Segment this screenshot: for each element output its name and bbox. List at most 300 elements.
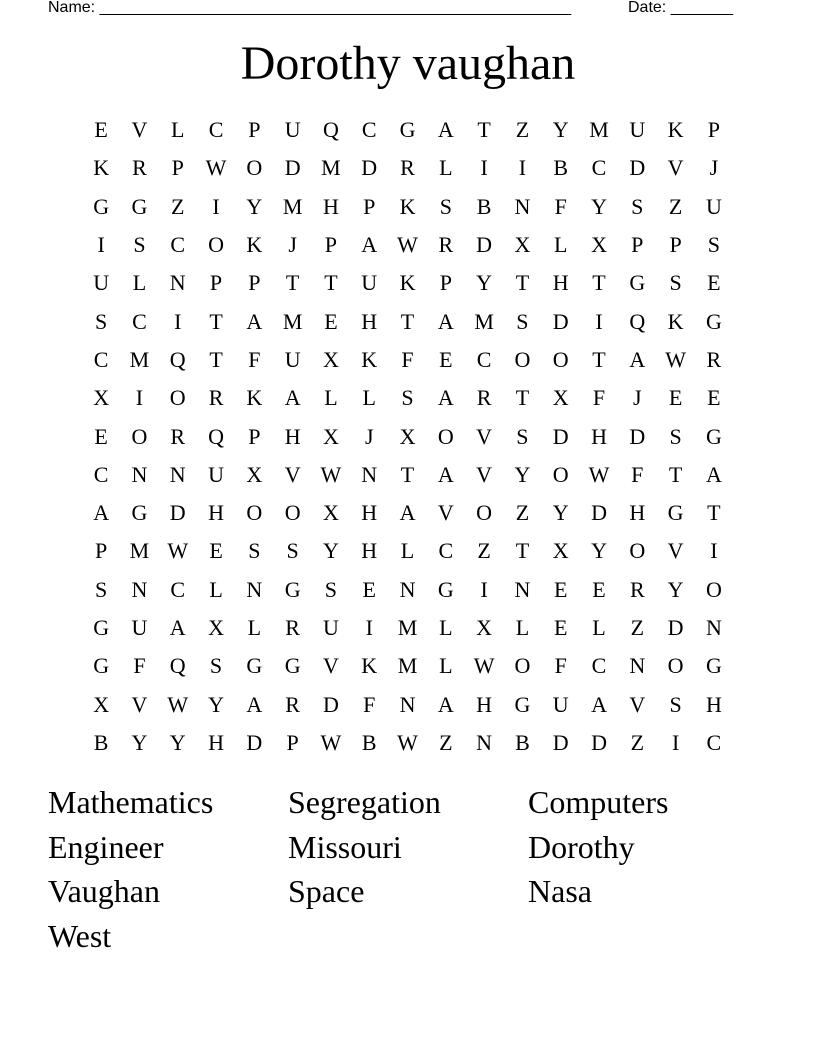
grid-letter: O bbox=[629, 538, 646, 564]
grid-letter: Q bbox=[169, 653, 186, 679]
grid-letter: H bbox=[361, 538, 378, 564]
grid-letter: U bbox=[284, 346, 301, 372]
grid-letter: T bbox=[592, 346, 606, 372]
grid-letter: X bbox=[552, 385, 569, 411]
grid-letter: A bbox=[169, 615, 186, 640]
grid-letter: D bbox=[284, 155, 301, 181]
grid-letter: G bbox=[629, 270, 646, 296]
grid-letter: K bbox=[399, 270, 416, 296]
grid-letter: D bbox=[629, 423, 646, 449]
grid-letter: R bbox=[476, 385, 492, 411]
grid-letter: P bbox=[171, 155, 184, 181]
grid-letter: A bbox=[629, 346, 646, 372]
grid-letter: A bbox=[361, 232, 378, 258]
grid-letter: N bbox=[399, 576, 416, 602]
grid-letter: M bbox=[589, 117, 609, 143]
grid-letter: K bbox=[667, 117, 684, 143]
grid-letter: E bbox=[592, 576, 606, 602]
grid-letter: P bbox=[707, 117, 721, 143]
grid-letter: T bbox=[592, 270, 606, 296]
grid-letter: O bbox=[514, 346, 531, 372]
grid-letter: W bbox=[320, 729, 342, 755]
grid-letter: D bbox=[322, 691, 339, 717]
grid-letter: W bbox=[320, 461, 342, 487]
grid-letter: C bbox=[438, 538, 454, 564]
grid-letter: I bbox=[518, 155, 527, 181]
grid-letter: A bbox=[591, 691, 607, 717]
grid-letter: I bbox=[710, 538, 718, 564]
grid-letter: C bbox=[208, 117, 224, 143]
grid-letter: U bbox=[284, 117, 301, 143]
grid-letter: H bbox=[705, 691, 722, 717]
word-list-item: Segregation bbox=[288, 784, 441, 820]
grid-letter: H bbox=[629, 500, 646, 526]
grid-letter: P bbox=[363, 193, 376, 219]
grid-letter: A bbox=[705, 461, 722, 487]
grid-letter: G bbox=[131, 193, 148, 219]
grid-letter: P bbox=[248, 117, 261, 143]
grid-letter: P bbox=[248, 423, 261, 449]
grid-letter: G bbox=[705, 653, 722, 679]
grid-letter: V bbox=[131, 691, 148, 717]
word-list-item: Vaughan bbox=[48, 873, 160, 910]
grid-letter: L bbox=[400, 538, 415, 564]
grid-letter: A bbox=[284, 385, 301, 411]
grid-letter: O bbox=[437, 423, 454, 449]
grid-letter: X bbox=[399, 423, 416, 449]
grid-letter: G bbox=[93, 653, 110, 679]
grid-letter: V bbox=[322, 653, 339, 679]
grid-letter: P bbox=[439, 270, 452, 296]
grid-letter: G bbox=[284, 576, 301, 602]
grid-letter: M bbox=[129, 346, 150, 372]
grid-letter: Y bbox=[322, 538, 339, 564]
grid-letter: E bbox=[707, 270, 721, 296]
grid-letter: P bbox=[248, 270, 261, 296]
grid-letter: H bbox=[476, 691, 493, 717]
grid-letter: E bbox=[362, 576, 376, 602]
grid-letter: S bbox=[669, 691, 682, 717]
grid-letter: S bbox=[516, 423, 529, 449]
grid-letter: S bbox=[401, 385, 414, 411]
grid-letter: O bbox=[246, 155, 263, 181]
grid-letter: P bbox=[209, 270, 223, 296]
grid-letter: X bbox=[246, 461, 263, 487]
grid-letter: Z bbox=[630, 615, 645, 640]
grid-letter: C bbox=[591, 653, 607, 679]
grid-letter: P bbox=[95, 538, 108, 564]
grid-letter: S bbox=[248, 538, 261, 564]
grid-letter: O bbox=[552, 346, 569, 372]
grid-letter: X bbox=[322, 346, 339, 372]
grid-letter: B bbox=[476, 193, 492, 219]
grid-letter: H bbox=[552, 270, 569, 296]
grid-letter: K bbox=[399, 193, 416, 219]
grid-letter: F bbox=[401, 346, 414, 372]
grid-letter: E bbox=[94, 423, 108, 449]
grid-letter: M bbox=[282, 308, 303, 334]
grid-letter: S bbox=[209, 653, 223, 679]
grid-letter: G bbox=[705, 308, 722, 334]
grid-letter: F bbox=[592, 385, 606, 411]
grid-letter: O bbox=[514, 653, 531, 679]
grid-letter: R bbox=[170, 423, 186, 449]
page-title: Dorothy vaughan bbox=[240, 37, 576, 90]
grid-letter: X bbox=[93, 385, 110, 411]
grid-letter: Y bbox=[131, 729, 148, 755]
grid-letter: M bbox=[397, 615, 418, 640]
grid-letter: X bbox=[514, 232, 531, 258]
grid-letter: U bbox=[208, 461, 224, 487]
grid-letter: T bbox=[400, 308, 415, 334]
grid-letter: O bbox=[705, 576, 722, 602]
grid-letter: D bbox=[476, 232, 493, 258]
grid-letter: D bbox=[246, 729, 263, 755]
grid-letter: D bbox=[552, 423, 569, 449]
grid-letter: R bbox=[400, 155, 415, 181]
grid-letter: H bbox=[208, 729, 224, 755]
grid-letter: C bbox=[476, 346, 492, 372]
grid-letter: A bbox=[399, 500, 416, 526]
grid-letter: G bbox=[667, 500, 684, 526]
grid-letter: S bbox=[669, 270, 682, 296]
grid-letter: S bbox=[707, 232, 721, 258]
grid-letter: I bbox=[97, 232, 105, 258]
grid-letter: P bbox=[286, 729, 299, 755]
grid-letter: W bbox=[205, 155, 227, 181]
grid-letter: P bbox=[669, 232, 682, 258]
grid-letter: K bbox=[667, 308, 684, 334]
grid-letter: N bbox=[131, 576, 148, 602]
grid-letter: B bbox=[361, 729, 377, 755]
grid-letter: O bbox=[284, 500, 301, 526]
grid-letter: C bbox=[132, 308, 147, 334]
grid-letter: Z bbox=[630, 729, 645, 755]
grid-letter: R bbox=[629, 576, 645, 602]
name-field-label: Name: _____________________________________________________ bbox=[48, 0, 572, 16]
grid-letter: I bbox=[365, 615, 373, 640]
grid-letter: E bbox=[707, 385, 721, 411]
grid-letter: U bbox=[322, 615, 339, 640]
grid-letter: X bbox=[93, 691, 110, 717]
grid-letter: Y bbox=[552, 117, 569, 143]
grid-letter: Y bbox=[591, 538, 607, 564]
grid-letter: S bbox=[95, 576, 108, 602]
grid-letter: N bbox=[399, 691, 416, 717]
grid-letter: X bbox=[552, 538, 569, 564]
grid-letter: D bbox=[591, 500, 607, 526]
grid-letter: E bbox=[668, 385, 683, 411]
grid-letter: Q bbox=[629, 308, 646, 334]
grid-letter: Q bbox=[322, 117, 339, 143]
grid-letter: W bbox=[473, 653, 495, 679]
grid-letter: K bbox=[246, 385, 263, 411]
grid-letter: H bbox=[322, 193, 339, 219]
grid-letter: D bbox=[361, 155, 378, 181]
grid-letter: D bbox=[552, 729, 569, 755]
grid-letter: G bbox=[437, 576, 454, 602]
grid-letter: T bbox=[515, 538, 530, 564]
grid-letter: G bbox=[705, 423, 722, 449]
grid-letter: A bbox=[93, 500, 110, 526]
grid-letter: U bbox=[705, 193, 722, 219]
grid-letter: O bbox=[131, 423, 148, 449]
grid-letter: E bbox=[553, 615, 568, 640]
grid-letter: Y bbox=[476, 270, 493, 296]
grid-letter: M bbox=[282, 193, 303, 219]
grid-letter: U bbox=[131, 615, 148, 640]
word-list-item: Nasa bbox=[528, 873, 592, 910]
grid-letter: T bbox=[324, 270, 338, 296]
grid-letter: M bbox=[321, 155, 341, 181]
grid-letter: Y bbox=[514, 461, 531, 487]
grid-letter: D bbox=[591, 729, 607, 755]
grid-letter: U bbox=[552, 691, 569, 717]
grid-letter: W bbox=[397, 232, 418, 258]
grid-letter: Y bbox=[667, 576, 684, 602]
grid-letter: S bbox=[133, 232, 146, 258]
grid-letter: N bbox=[131, 461, 148, 487]
grid-letter: R bbox=[285, 615, 300, 640]
grid-letter: U bbox=[361, 270, 378, 296]
grid-letter: Q bbox=[208, 423, 224, 449]
grid-letter: T bbox=[477, 117, 491, 143]
grid-letter: O bbox=[208, 232, 224, 258]
grid-letter: W bbox=[397, 729, 418, 755]
grid-letter: K bbox=[93, 155, 110, 181]
grid-letter: K bbox=[361, 346, 378, 372]
grid-letter: Z bbox=[439, 729, 453, 755]
grid-letter: L bbox=[132, 270, 147, 296]
grid-letter: G bbox=[246, 653, 263, 679]
grid-letter: T bbox=[400, 461, 415, 487]
grid-letter: G bbox=[514, 691, 531, 717]
word-list bbox=[48, 780, 768, 958]
grid-letter: E bbox=[209, 538, 223, 564]
grid-letter: U bbox=[629, 117, 646, 143]
grid-letter: C bbox=[706, 729, 722, 755]
grid-letter: Z bbox=[515, 500, 530, 526]
grid-letter: C bbox=[361, 117, 377, 143]
grid-letter: V bbox=[667, 155, 684, 181]
grid-letter: P bbox=[631, 232, 644, 258]
grid-letter: S bbox=[516, 308, 529, 334]
grid-letter: V bbox=[131, 117, 148, 143]
grid-letter: C bbox=[591, 155, 607, 181]
grid-letter: N bbox=[169, 461, 186, 487]
grid-letter: S bbox=[439, 193, 452, 219]
grid-letter: G bbox=[93, 615, 110, 640]
grid-letter: V bbox=[629, 691, 646, 717]
grid-letter: F bbox=[554, 193, 567, 219]
grid-letter: T bbox=[668, 461, 683, 487]
grid-letter: J bbox=[288, 232, 297, 258]
grid-letter: L bbox=[171, 117, 185, 143]
grid-letter: I bbox=[174, 308, 182, 334]
grid-letter: G bbox=[131, 500, 148, 526]
grid-letter: D bbox=[667, 615, 684, 640]
grid-letter: T bbox=[515, 385, 530, 411]
grid-letter: Z bbox=[515, 117, 530, 143]
grid-letter: O bbox=[476, 500, 493, 526]
grid-letter: Z bbox=[171, 193, 185, 219]
word-list-item: Mathematics bbox=[48, 784, 214, 820]
grid-letter: N bbox=[514, 576, 531, 602]
grid-letter: R bbox=[132, 155, 147, 181]
grid-letter: I bbox=[135, 385, 144, 411]
date-field-label: Date: _______ bbox=[628, 0, 733, 16]
grid-letter: R bbox=[285, 691, 300, 717]
grid-letter: J bbox=[709, 155, 719, 181]
grid-letter: R bbox=[438, 232, 454, 258]
grid-letter: A bbox=[246, 691, 263, 717]
grid-letter: G bbox=[399, 117, 416, 143]
grid-letter: X bbox=[591, 232, 607, 258]
grid-letter: T bbox=[209, 346, 223, 372]
grid-letter: G bbox=[284, 653, 301, 679]
grid-letter: H bbox=[361, 500, 378, 526]
grid-letter: A bbox=[437, 461, 454, 487]
grid-letter: N bbox=[629, 653, 646, 679]
grid-letter: Q bbox=[169, 346, 186, 372]
grid-letter: S bbox=[669, 423, 682, 449]
word-list-item: West bbox=[48, 917, 112, 954]
grid-letter: O bbox=[169, 385, 186, 411]
grid-letter: A bbox=[437, 385, 454, 411]
grid-letter: T bbox=[515, 270, 530, 296]
grid-letter: G bbox=[93, 193, 110, 219]
grid-letter: Z bbox=[477, 538, 491, 564]
grid-letter: S bbox=[95, 308, 108, 334]
grid-letter: C bbox=[170, 232, 186, 258]
grid-letter: L bbox=[209, 576, 223, 602]
grid-letter: W bbox=[588, 461, 610, 487]
grid-letter: X bbox=[322, 423, 339, 449]
grid-letter: M bbox=[474, 308, 494, 334]
grid-letter: F bbox=[248, 346, 261, 372]
grid-letter: B bbox=[515, 729, 530, 755]
grid-letter: E bbox=[553, 576, 568, 602]
grid-letter: H bbox=[284, 423, 301, 449]
grid-letter: L bbox=[553, 232, 568, 258]
grid-letter: F bbox=[554, 653, 567, 679]
grid-letter: J bbox=[633, 385, 642, 411]
grid-letter: W bbox=[167, 691, 189, 717]
grid-letter: S bbox=[324, 576, 338, 602]
grid-letter: L bbox=[247, 615, 262, 640]
grid-letter: I bbox=[595, 308, 603, 334]
grid-letter: E bbox=[439, 346, 453, 372]
grid-letter: A bbox=[437, 117, 454, 143]
grid-letter: A bbox=[437, 691, 454, 717]
grid-letter: Y bbox=[552, 500, 569, 526]
grid-letter: D bbox=[169, 500, 186, 526]
grid-letter: V bbox=[284, 461, 301, 487]
grid-letter: L bbox=[592, 615, 606, 640]
grid-letter: R bbox=[208, 385, 224, 411]
grid-letter: L bbox=[439, 615, 453, 640]
grid-letter: D bbox=[552, 308, 569, 334]
grid-letter: N bbox=[705, 615, 722, 640]
grid-letter: N bbox=[169, 270, 186, 296]
letter-grid bbox=[82, 111, 733, 762]
word-list-item: Computers bbox=[528, 784, 669, 820]
grid-letter: D bbox=[629, 155, 646, 181]
grid-letter: E bbox=[324, 308, 338, 334]
grid-letter: W bbox=[167, 538, 189, 564]
grid-letter: X bbox=[476, 615, 493, 640]
grid-letter: X bbox=[322, 500, 339, 526]
word-list-item: Space bbox=[288, 873, 365, 910]
grid-letter: C bbox=[93, 346, 109, 372]
grid-letter: U bbox=[93, 270, 110, 296]
grid-letter: B bbox=[553, 155, 569, 181]
grid-letter: I bbox=[480, 155, 488, 181]
grid-letter: C bbox=[170, 576, 186, 602]
grid-letter: N bbox=[476, 729, 493, 755]
grid-letter: L bbox=[515, 615, 530, 640]
grid-letter: H bbox=[208, 500, 224, 526]
grid-letter: F bbox=[631, 461, 644, 487]
grid-letter: E bbox=[94, 117, 108, 143]
word-list-item: Engineer bbox=[48, 828, 164, 865]
grid-letter: O bbox=[667, 653, 684, 679]
grid-letter: I bbox=[671, 729, 680, 755]
grid-letter: N bbox=[514, 193, 531, 219]
grid-letter: O bbox=[246, 500, 263, 526]
word-list-item: Dorothy bbox=[528, 828, 635, 865]
grid-letter: Z bbox=[668, 193, 683, 219]
grid-letter: C bbox=[93, 461, 109, 487]
grid-letter: K bbox=[246, 232, 263, 258]
grid-letter: S bbox=[631, 193, 644, 219]
header-line bbox=[48, 0, 748, 19]
grid-letter: I bbox=[212, 193, 220, 219]
grid-letter: S bbox=[286, 538, 299, 564]
grid-letter: N bbox=[361, 461, 378, 487]
word-list-item: Missouri bbox=[288, 828, 402, 865]
grid-letter: H bbox=[361, 308, 378, 334]
grid-letter: L bbox=[439, 155, 453, 181]
grid-letter: F bbox=[363, 691, 376, 717]
grid-letter: N bbox=[246, 576, 263, 602]
grid-letter: Y bbox=[169, 729, 186, 755]
grid-letter: P bbox=[324, 232, 338, 258]
grid-letter: R bbox=[706, 346, 722, 372]
grid-letter: Y bbox=[246, 193, 263, 219]
grid-letter: V bbox=[667, 538, 684, 564]
grid-letter: V bbox=[437, 500, 454, 526]
grid-letter: W bbox=[665, 346, 686, 372]
grid-letter: T bbox=[209, 308, 223, 334]
grid-letter: A bbox=[246, 308, 263, 334]
grid-letter: T bbox=[707, 500, 721, 526]
grid-letter: T bbox=[285, 270, 300, 296]
grid-letter: L bbox=[324, 385, 338, 411]
grid-letter: F bbox=[133, 653, 146, 679]
grid-letter: B bbox=[93, 729, 109, 755]
grid-letter: M bbox=[397, 653, 418, 679]
grid-letter: Y bbox=[208, 691, 224, 717]
grid-letter: H bbox=[591, 423, 607, 449]
grid-letter: I bbox=[480, 576, 488, 602]
grid-letter: V bbox=[476, 423, 493, 449]
grid-letter: L bbox=[362, 385, 376, 411]
grid-letter: K bbox=[361, 653, 378, 679]
grid-letter: O bbox=[552, 461, 569, 487]
grid-letter: L bbox=[439, 653, 453, 679]
grid-letter: M bbox=[129, 538, 150, 564]
